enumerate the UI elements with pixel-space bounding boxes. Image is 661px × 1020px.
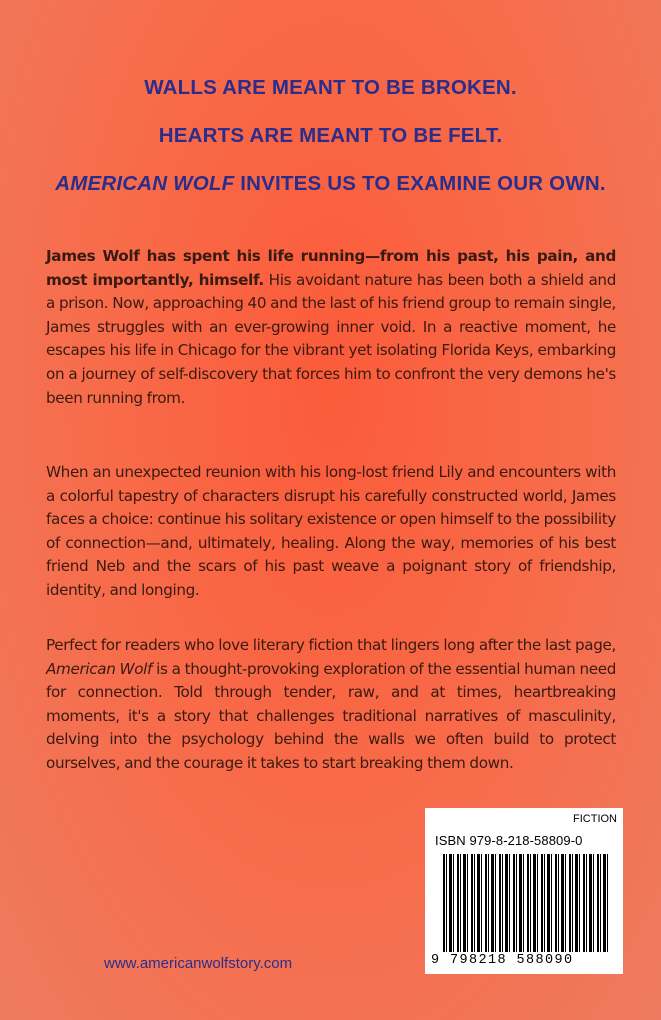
- blurb-paragraph-3-rest: is a thought-provoking exploration of the essential human need for connection. Told through tender, raw, and at times, heartbreaking moments, it's a story that challenges traditional narratives of masculinity, delving into the psychology behind the walls we often build to protect ourselves, and the courage it takes to start breaking them down.: [46, 659, 616, 772]
- genre-label: FICTION: [573, 813, 617, 825]
- book-title-inline: AMERICAN WOLF: [55, 172, 235, 195]
- blurb-paragraph-2: When an unexpected reunion with his long-lost friend Lily and encounters with a colorful tapestry of characters disrupt his carefully constructed world, James faces a choice: continue his solitary existence or open himself to the possibility of connection—and, ultimately, healing. Along the way, memories of his best friend Neb and the scars of his past weave a poignant story of friendship, identity, and longing.: [46, 463, 616, 599]
- blurb-paragraph-3-start: Perfect for readers who love literary fiction that lingers long after the last page,: [46, 636, 616, 654]
- tagline-walls: WALLS ARE MEANT TO BE BROKEN.: [144, 76, 517, 99]
- blurb-paragraph-1-rest: His avoidant nature has been both a shield and a prison. Now, approaching 40 and the last of his friend group to remain single, James struggles with an ever-growing inner void. In a reactive moment, he escapes his life in Chicago for the vibrant yet isolating Florida Keys, embarking on a journey of self-discovery that forces him to confront the very demons he's been running from.: [46, 270, 616, 407]
- isbn-number: ISBN 979-8-218-58809-0: [435, 833, 583, 848]
- book-title-italic: American Wolf: [46, 659, 153, 678]
- blurb-lead-bold: James Wolf has spent his life running—from his past, his pain, and most importantly, himself.: [46, 247, 616, 289]
- blurb-paragraph-1: [46, 245, 616, 410]
- tagline-hearts: HEARTS ARE MEANT TO BE FELT.: [158, 124, 503, 147]
- barcode-digits: 9 798218 588090: [431, 953, 617, 968]
- blurb-paragraph-3: [46, 634, 616, 776]
- website-url: www.americanwolfstory.com: [104, 955, 293, 972]
- barcode-bars: [443, 854, 611, 952]
- tagline-invite: [0, 160, 661, 208]
- isbn-barcode-box: [425, 808, 623, 974]
- tagline-block: [0, 64, 661, 208]
- tagline-invite-rest: INVITES US TO EXAMINE OUR OWN.: [234, 172, 606, 195]
